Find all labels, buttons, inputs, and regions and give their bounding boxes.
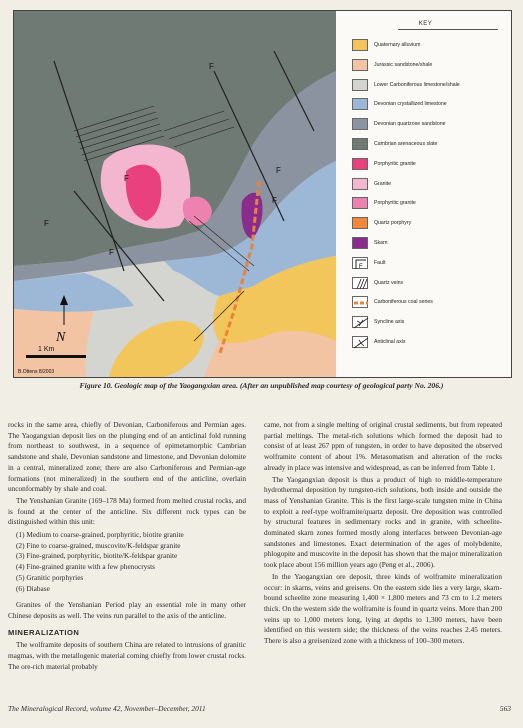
swatch-skarn	[352, 237, 368, 249]
map-key	[340, 11, 511, 377]
legend-label: Skarn	[374, 240, 388, 246]
swatch-porphyritic-granite-2	[352, 197, 368, 209]
syncline-symbol	[352, 316, 368, 328]
legend-item	[352, 118, 510, 132]
left-paragraph-3: Granites of the Yenshanian Period play an essential role in many other Chinese deposits as well. The veins run parallel to the axis of the anticline.	[8, 600, 246, 620]
fault-marker-4: F	[44, 219, 49, 228]
right-paragraph-1: came, not from a single melting of original crustal sediments, but from repeated partial meltings. The metal-rich solutions which formed the deposit had to consist of at least 267 ppm of tungsten, in order to have deposited the observed wolframite content of about 1%. Metasomatism and alteration of the rocks already in place was intensive and widespread, as can be inferred from Table 1.	[264, 420, 502, 472]
swatch-devonian-limestone	[352, 98, 368, 110]
north-label: N	[56, 330, 66, 345]
map-credit: B.Ottens 8/2003	[18, 369, 55, 375]
legend-item	[352, 98, 510, 112]
swatch-quartz-porphyry	[352, 217, 368, 229]
fault-marker-3: F	[276, 166, 281, 175]
legend-label: Carboniferous coal series	[374, 299, 433, 306]
list-item: (1) Medium to coarse-grained, porphyritic, biotite granite	[16, 530, 184, 540]
fault-marker-2: F	[124, 174, 129, 183]
legend-item	[352, 79, 510, 93]
coal-series-symbol	[352, 296, 368, 308]
legend-label: Syncline axis	[374, 319, 405, 326]
list-item: (4) Fine-grained granite with a few phenocrysts	[16, 562, 156, 572]
scale-bar	[26, 355, 86, 358]
fault-marker-6: F	[272, 196, 277, 205]
legend-item	[352, 138, 510, 152]
left-column	[8, 420, 246, 673]
legend-label: Quartz veins	[374, 279, 404, 286]
geologic-map-figure	[13, 10, 512, 378]
legend-item	[352, 316, 510, 330]
list-item: (5) Granitic porphyries	[16, 572, 84, 582]
page-number: 563	[499, 704, 511, 713]
quartz-veins-symbol	[352, 277, 368, 289]
figure-caption	[60, 381, 463, 391]
section-heading: MINERALIZATION	[8, 627, 80, 637]
legend-item	[352, 217, 510, 231]
legend-label: Fault	[374, 259, 386, 266]
legend-label: Lower Carboniferous limestone/shale	[374, 81, 460, 88]
legend-item	[352, 336, 510, 350]
caption-text: Geologic map of the Yaogangxian area. (After an unpublished map courtesy of geological party No. 206.)	[114, 381, 444, 390]
legend-item	[352, 237, 510, 251]
legend-item	[352, 59, 510, 73]
fault-marker-5: F	[109, 248, 114, 257]
list-item: (6) Diabase	[16, 583, 50, 593]
legend-item	[352, 296, 510, 310]
fault-marker-1: F	[209, 62, 214, 71]
right-paragraph-3: In the Yaogangxian ore deposit, three kinds of wolframite mineralization occur: in skarns, veins and greisens. On the eastern side lies a very large, skarn-bound scheelite zone measuring 1,400 × 1,800 meters and 73 cm to 1.2 meters thick. On the western side the wolframite is found in quartz veins. More than 200 veins up to 1,000 meters long, lying at depths to 1,300 meters, have been identified on this western side; the thickness of the veins reaches 2.45 meters. There is also a greisenized zone with a thickness of 100–300 meters.	[264, 571, 502, 646]
swatch-granite	[352, 178, 368, 190]
swatch-cambrian	[352, 138, 368, 150]
legend-label: Quartz porphyry	[374, 220, 412, 227]
legend-label: Porphyritic granite	[374, 200, 416, 207]
key-title: KEY	[418, 21, 433, 27]
caption-label: Figure 10.	[79, 381, 113, 390]
legend-item	[352, 39, 510, 53]
legend-item	[352, 158, 510, 172]
jurassic-unit-west	[14, 309, 94, 377]
swatch-carboniferous	[352, 79, 368, 91]
legend-label: Cambrian arenaceous slate	[374, 141, 438, 147]
legend-label: Devonian quartzose sandstone	[374, 121, 446, 128]
legend-label: Devonian crystallized limestone	[374, 101, 447, 108]
footer-journal-info: The Mineralogical Record, volume 42, November–December, 2011	[8, 704, 206, 713]
legend-label: Porphyritic granite	[374, 160, 416, 167]
svg-text:F: F	[359, 263, 363, 270]
right-paragraph-2: The Yaogangxian deposit is thus a product of high to middle-temperature hydrothermal deposition by tungsten-rich solutions, both inside and outside the mass of Yenshanian Granite. This is the first large-scale tungsten mine in China to exploit a reef-type wolframite/quartz deposit. Ore deposition was controlled by structural features in sedimentary rocks and in granite, with scheelite-dominated skarn zones formed mostly along interfaces between Devonian-age sandstones and limestones. Exact determination of the ages of molybdenite, phlogopite and muscovite in the deposit has shown that the major mineralization took place about 156 million years ago (Peng et al., 2006).	[264, 474, 502, 570]
key-divider	[398, 29, 498, 30]
swatch-devonian-sandstone	[352, 118, 368, 130]
scale-label: 1 Km	[38, 346, 55, 353]
legend-label: Anticlinal axis	[374, 339, 406, 345]
swatch-quaternary	[352, 39, 368, 51]
legend-label: Jurassic sandstone/shale	[374, 61, 433, 68]
legend-item	[352, 178, 510, 192]
left-paragraph-2: The Yenshanian Granite (169–178 Ma) formed from melted crustal rocks, and is found at the center of the anticline. Six different rock types can be distinguished within this unit:	[8, 495, 246, 527]
list-item: (3) Fine-grained, porphyritic, biotite/K-feldspar granite	[16, 551, 178, 561]
left-paragraph-1: rocks in the same area, chiefly of Devonian, Carboniferous and Permian ages. The Yaogangxian deposit lies on the plunging end of an anticlinal fold running from northeast to southwest, in a sequence of epimetamorphic Cambrian sandstone and shale, Devonian sandstone and limestone, and Devonian dolomite in a central, mineralized zone; there are also Carboniferous and Permian-age formations (not mineralized) in the southern end of the anticline, overlain unconformably by shale and coal.	[8, 420, 246, 494]
fault-symbol	[352, 257, 368, 269]
left-paragraph-4: The wolframite deposits of southern China are related to intrusions of granitic magmas, with the metallogenic material coming chiefly from lower crustal rocks. The ore-rich material probably	[8, 640, 246, 671]
swatch-jurassic	[352, 59, 368, 71]
legend-label: Granite	[374, 180, 392, 187]
list-item: (2) Fine to coarse-grained, muscovite/K-feldspar granite	[16, 540, 181, 550]
legend-label: Quaternary alluvium	[374, 42, 421, 48]
geologic-map	[14, 11, 336, 377]
swatch-porphyritic-granite-1	[352, 158, 368, 170]
right-column	[264, 420, 502, 648]
legend-item	[352, 277, 510, 291]
legend-item	[352, 197, 510, 211]
rock-type-list	[8, 530, 246, 594]
anticline-symbol	[352, 336, 368, 348]
legend-item	[352, 257, 510, 271]
